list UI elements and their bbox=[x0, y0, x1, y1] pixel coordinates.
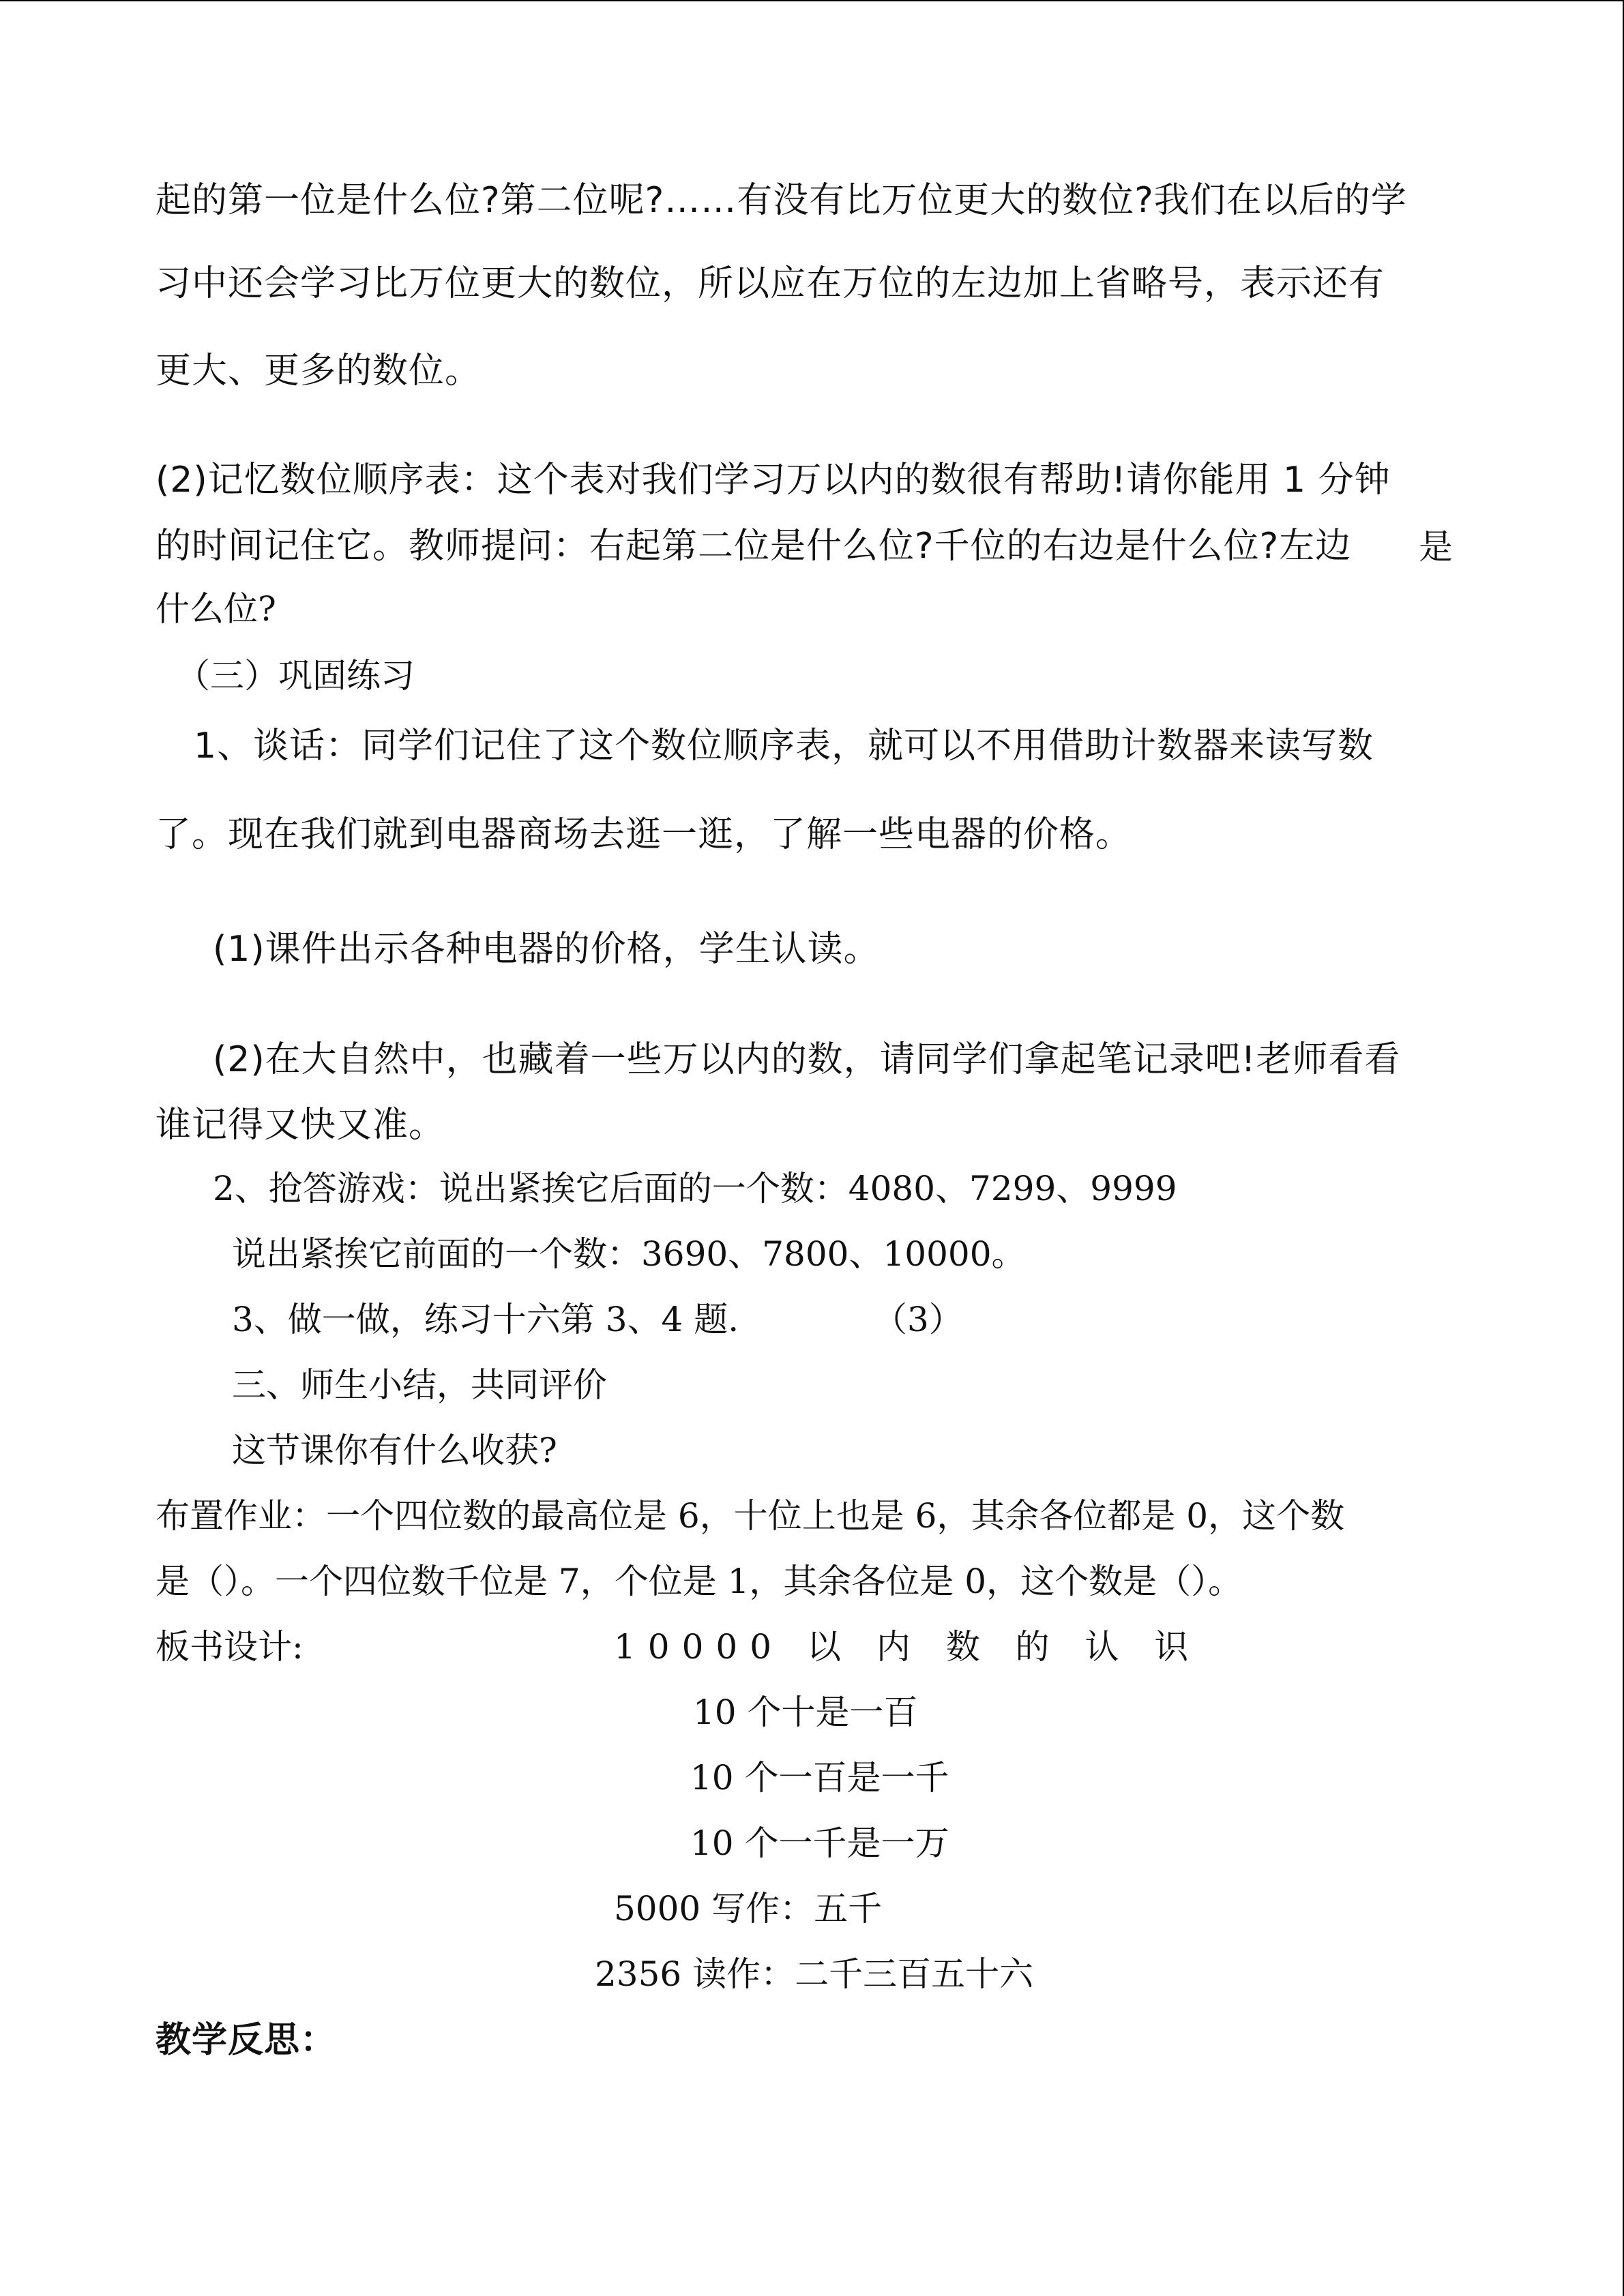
exercise-tag: （3） bbox=[873, 1300, 963, 1339]
board-design-line-1: 10 个十是一百 bbox=[693, 1693, 918, 1732]
exercise-line: 3、做一做，练习十六第 3、4 题. bbox=[232, 1300, 739, 1339]
paragraph-5-line-1: (2)在大自然中，也藏着一些万以内的数，请同学们拿起笔记录吧!老师看看 bbox=[213, 1039, 1401, 1080]
paragraph-1-line-1: 起的第一位是什么位?第二位呢?……有没有比万位更大的数位?我们在以后的学 bbox=[156, 180, 1407, 221]
board-design-label: 板书设计: bbox=[156, 1627, 304, 1667]
board-design-title: 10000 以 内 数 的 认 识 bbox=[614, 1627, 1201, 1667]
paragraph-4: (1)课件出示各种电器的价格，学生认读。 bbox=[213, 929, 880, 970]
paragraph-5-line-2: 谁记得又快又准。 bbox=[156, 1105, 445, 1146]
summary-question: 这节课你有什么收获? bbox=[232, 1431, 557, 1470]
paragraph-1-line-3: 更大、更多的数位。 bbox=[156, 351, 482, 391]
homework-line-2: 是（）。一个四位数千位是 7，个位是 1，其余各位是 0，这个数是（）。 bbox=[156, 1562, 1243, 1601]
paragraph-2-line-2: 的时间记住它。教师提问：右起第二位是什么位?千位的右边是什么位?左边 bbox=[156, 526, 1352, 567]
paragraph-1-line-2: 习中还会学习比万位更大的数位，所以应在万位的左边加上省略号，表示还有 bbox=[156, 263, 1385, 304]
game-line-1: 2、抢答游戏：说出紧挨它后面的一个数：4080、7299、9999 bbox=[213, 1169, 1177, 1208]
board-design-line-2: 10 个一百是一千 bbox=[690, 1758, 949, 1798]
paragraph-2-line-3: 什么位? bbox=[156, 589, 276, 629]
homework-line-1: 布置作业：一个四位数的最高位是 6，十位上也是 6，其余各位都是 0，这个数 bbox=[156, 1496, 1345, 1536]
board-design-line-4: 5000 写作：五千 bbox=[614, 1889, 883, 1928]
summary-heading: 三、师生小结，共同评价 bbox=[232, 1365, 607, 1405]
teaching-reflection-heading: 教学反思： bbox=[156, 2020, 337, 2061]
section-heading-consolidation: （三）巩固练习 bbox=[176, 656, 415, 696]
paragraph-3-line-1: 1、谈话：同学们记住了这个数位顺序表，就可以不用借助计数器来读写数 bbox=[194, 726, 1374, 766]
paragraph-2-line-1: (2)记忆数位顺序表：这个表对我们学习万以内的数很有帮助!请你能用 1 分钟 bbox=[156, 460, 1391, 501]
game-line-2: 说出紧挨它前面的一个数：3690、7800、10000。 bbox=[232, 1234, 1026, 1274]
board-design-line-3: 10 个一千是一万 bbox=[690, 1823, 949, 1863]
paragraph-2-line-2-tail: 是 bbox=[1419, 527, 1453, 567]
paragraph-3-line-2: 了。现在我们就到电器商场去逛一逛，了解一些电器的价格。 bbox=[156, 814, 1132, 855]
board-design-line-5: 2356 读作：二千三百五十六 bbox=[595, 1954, 1034, 1994]
